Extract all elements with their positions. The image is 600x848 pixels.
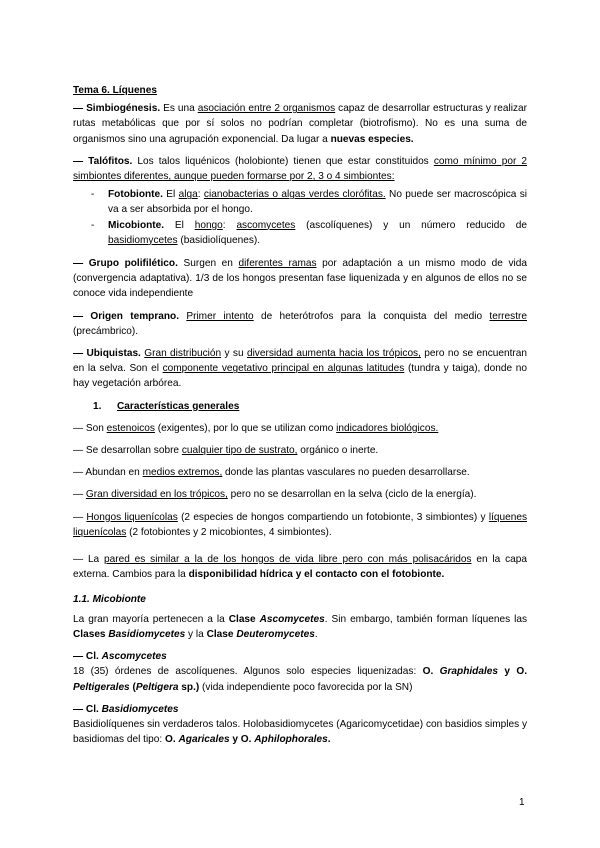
bold-text: Clase [228, 613, 260, 625]
underlined-text: líquenes liquenícolas [73, 511, 528, 538]
bold-text: y O. [498, 666, 527, 678]
section-number: 1. [93, 400, 102, 412]
underlined-text: indicadores biológicos. [336, 422, 439, 434]
bold-text: sp.) [178, 681, 200, 693]
text: y la [185, 628, 207, 640]
bold-text: — Cl. [73, 703, 102, 715]
text: — [73, 511, 87, 523]
underlined-text: Primer intento [186, 310, 254, 322]
text: por adaptación a un mismo modo de vida (convergencia adaptativa). 1/3 de los hongos presentan fase liquenizada y en algunos de ellos no se conoce vida independiente [73, 258, 527, 300]
text: La gran mayoría pertenecen a la [73, 613, 229, 625]
underlined-text: pared es similar a la de los hongos de vida libre pero con más polisacáridos [104, 554, 472, 566]
text: (ascolíquenes) y un número reducido de [295, 219, 527, 231]
text: No puede ser macroscópica si va a ser absorbida por el hongo. [108, 189, 528, 216]
list-item-fotobionte [91, 187, 527, 217]
underlined-text: cianobacterias o algas verdes clorófitas. [203, 189, 386, 201]
feature-line [73, 421, 527, 436]
underlined-text: estenoicos [106, 422, 155, 434]
bold-text: Clases [73, 628, 109, 640]
bold-italic-text: Ascomycetes [101, 651, 167, 663]
paragraph-polifiletico [73, 256, 527, 302]
bold-italic-text: Basidiomycetes [108, 628, 186, 640]
underlined-text: Gran diversidad en los trópicos, [85, 489, 228, 501]
underlined-text: como mínimo por 2 simbiontes diferentes, aunque pueden formarse por 2, 3 o 4 simbiontes: [73, 155, 528, 183]
paragraph-ubiquistas [73, 346, 527, 392]
underlined-text: medios extremos, [142, 467, 223, 479]
text: orgánico o inerte. [297, 445, 379, 457]
feature-line [73, 510, 527, 540]
text: (tundra y taiga), donde no hay vegetación arbórea. [73, 363, 527, 390]
text: — [73, 489, 86, 501]
feature-line [73, 487, 527, 502]
underlined-text: terrestre [489, 310, 527, 322]
bold-text: nuevas especies. [330, 133, 414, 145]
term-label: — Origen temprano. [73, 310, 180, 322]
underlined-text: componente vegetativo principal en algunas latitudes [162, 363, 405, 375]
text: Basidiolíquenes sin verdaderos talos. Holobasidiomycetes (Agaricomycetidae) con basidios simples y basidiomas del tipo: [73, 718, 527, 746]
bold-text: y O. [229, 734, 255, 746]
bold-italic-text: Basidiomycetes [101, 703, 179, 715]
underlined-text: hongo [194, 219, 223, 231]
bold-text: . [327, 734, 331, 746]
class-heading-basidiomycetes [73, 702, 527, 717]
page-number: 1 [519, 797, 525, 808]
term-label: — Talófitos. [73, 155, 133, 167]
bold-italic-text: Ascomycetes [259, 613, 325, 625]
bold-italic-text: Aphilophorales [254, 734, 328, 746]
item-label: Micobionte. [108, 219, 165, 231]
text: capaz de desarrollar estructuras y realizar rutas metabólicas que por sí solos no podrían completar (biotrofismo). No es una suma de organismos sino una agrupación exponencial. Da lugar a [73, 103, 527, 145]
text: — Abundan en [73, 467, 143, 479]
text: (precámbrico). [73, 325, 139, 337]
text: pero no se encuentran en la selva. Son el [73, 348, 527, 375]
text: Es una [160, 103, 198, 115]
underlined-text: ascomycetes [236, 219, 296, 231]
text: — La [73, 554, 105, 566]
bold-text: O. [165, 734, 179, 746]
section-heading [93, 399, 527, 414]
text: donde las plantas vasculares no pueden desarrollarse. [222, 467, 470, 479]
text: 18 (35) órdenes de ascolíquenes. Algunos solo especies liquenizadas: [73, 666, 423, 678]
text: . [314, 628, 318, 640]
bold-italic-text: Graphidales [439, 666, 498, 678]
term-label: — Simbiogénesis. [73, 103, 161, 115]
underlined-text: asociación entre 2 organismos [197, 103, 336, 115]
underlined-text: basidiomycetes [108, 234, 178, 246]
feature-line [73, 552, 527, 582]
text: en la capa externa. Cambios para la [73, 554, 527, 581]
underlined-text: diferentes ramas [238, 258, 317, 270]
paragraph-simbiogenesis [73, 101, 527, 147]
underlined-text: Gran distribución [144, 348, 222, 360]
text: : [222, 219, 237, 231]
text: pero no se desarrollan en la selva (ciclo de la energía). [227, 489, 477, 501]
text: Surgen en [177, 258, 239, 270]
bold-italic-text: Agaricales [178, 734, 230, 746]
bold-italic-text: Peltigera [135, 681, 179, 693]
bold-text: Clase [206, 628, 237, 640]
text: : [197, 189, 204, 201]
text: (exigentes), por lo que se utilizan como [154, 422, 337, 434]
bold-text: O. [422, 666, 440, 678]
paragraph-origen [73, 309, 527, 339]
subsection-heading: 1.1. Micobionte [73, 594, 146, 606]
feature-line [73, 443, 527, 458]
text: Los talos liquénicos (holobionte) tienen que estar constituidos [132, 155, 434, 167]
bold-text: ( [129, 681, 136, 693]
document-page [73, 83, 527, 754]
text: (2 fotobiontes y 2 micobiontes, 4 simbiontes). [126, 526, 332, 538]
section-title: Características generales [117, 400, 240, 412]
underlined-text: diversidad aumenta hacia los trópicos, [246, 348, 421, 360]
underlined-text: Hongos liquenícolas [86, 511, 178, 523]
text: El [162, 189, 179, 201]
term-label: — Grupo polifilético. [73, 258, 178, 270]
text: (2 especies de hongos compartiendo un fotobionte, 3 simbiontes) y [177, 511, 489, 523]
underlined-text: alga [178, 189, 198, 201]
item-label: Fotobionte. [108, 189, 163, 201]
page-title: Tema 6. Líquenes [73, 85, 157, 96]
text: El [164, 219, 195, 231]
class-heading-ascomycetes [73, 649, 527, 664]
paragraph-micobionte [73, 612, 527, 642]
underlined-text: cualquier tipo de sustrato, [181, 445, 298, 457]
text: de heterótrofos para la conquista del medio [253, 310, 490, 322]
paragraph-talofitos [73, 154, 527, 184]
text: (vida independiente poco favorecida por la SN) [199, 681, 413, 693]
bold-italic-text: Deuteromycetes [236, 628, 315, 640]
text: y su [221, 348, 247, 360]
paragraph-basidiomycetes [73, 717, 527, 747]
text: — Se desarrollan sobre [73, 445, 182, 457]
bold-italic-text: Peltigerales [73, 681, 130, 693]
list-item-micobionte [91, 218, 527, 248]
bold-text: disponibilidad hídrica y el contacto con el fotobionte. [188, 569, 445, 581]
text: (basidiolíquenes). [177, 234, 261, 246]
feature-line [73, 465, 527, 480]
bold-text: — Cl. [73, 651, 102, 663]
text: . Sin embargo, también forman líquenes las [324, 613, 527, 625]
paragraph-ascomycetes [73, 664, 527, 694]
term-label: — Ubiquistas. [73, 348, 141, 360]
text: — Son [73, 422, 107, 434]
symbiont-list [91, 187, 527, 248]
